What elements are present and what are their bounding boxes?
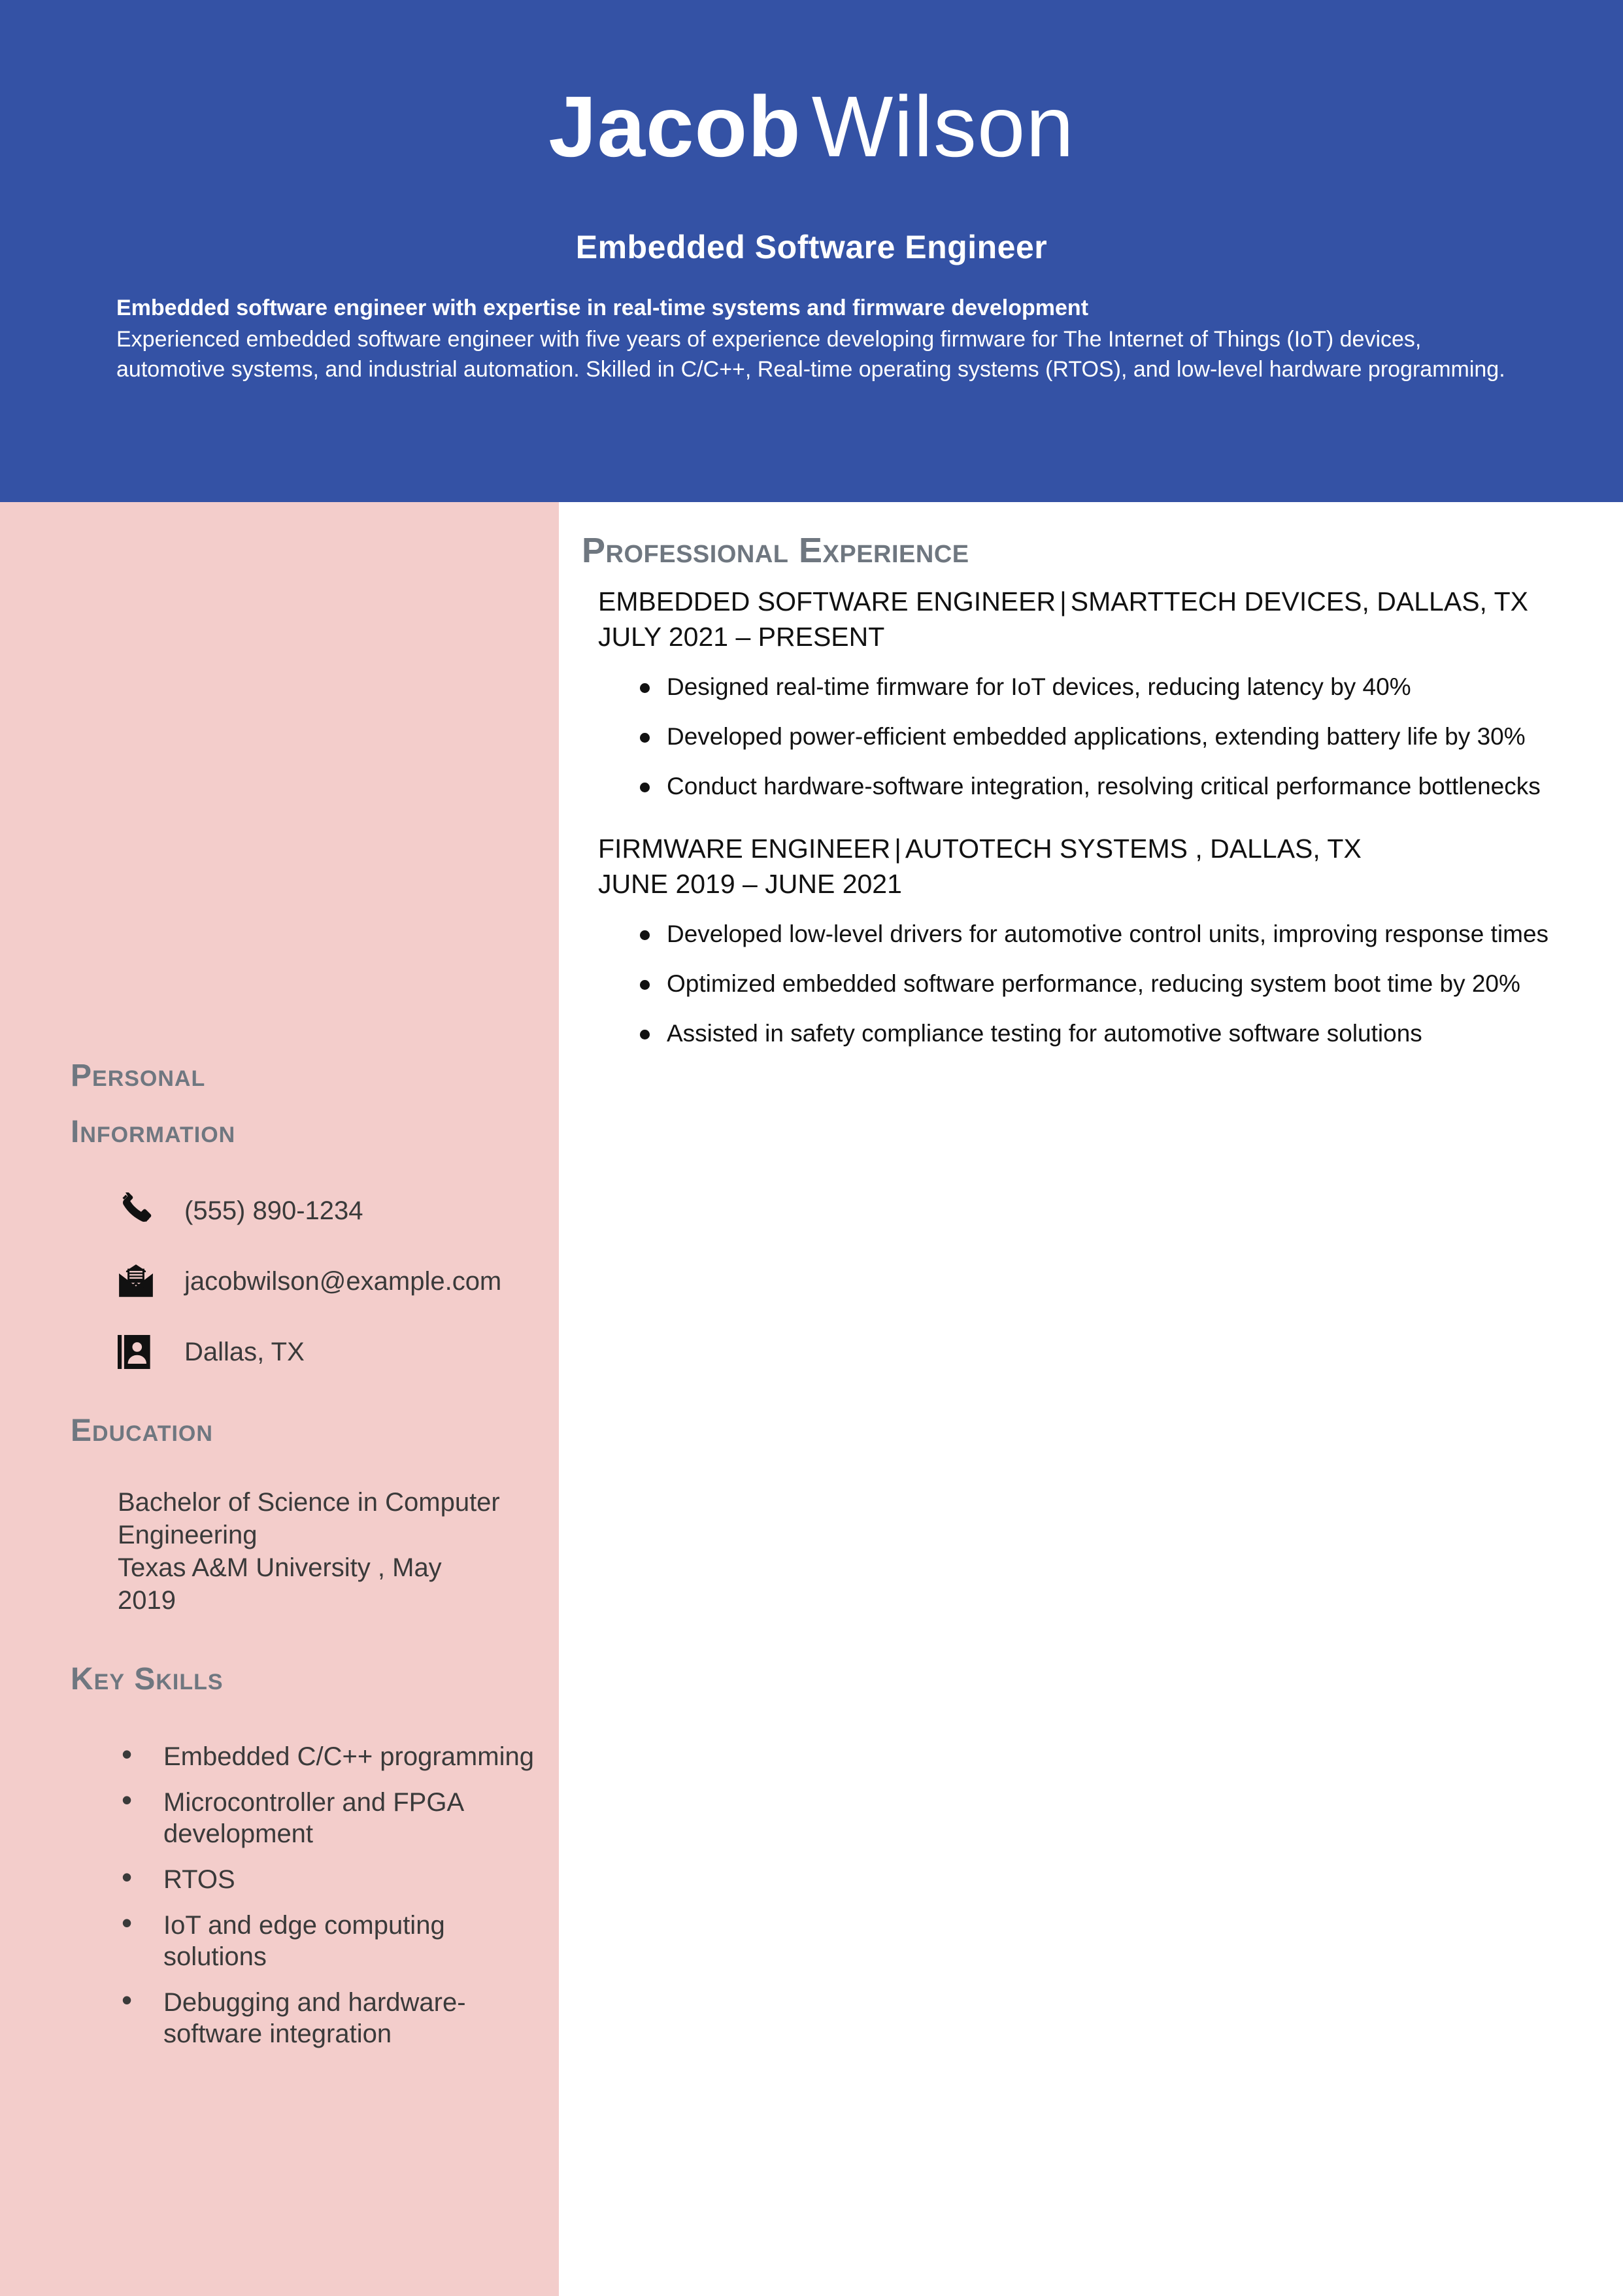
experience-company: AUTOTECH SYSTEMS , DALLAS, TX xyxy=(905,834,1362,864)
experience-title-line xyxy=(598,831,1623,866)
experience-separator: | xyxy=(894,834,901,864)
experience-separator: | xyxy=(1060,586,1067,616)
candidate-job-title: Embedded Software Engineer xyxy=(575,229,1048,265)
education-degree-line-2: Engineering xyxy=(118,1521,258,1549)
list-item: Developed power-efficient embedded applications, extending battery life by 30% xyxy=(559,721,1623,752)
list-item: Designed real-time firmware for IoT devices, reducing latency by 40% xyxy=(559,671,1623,703)
candidate-first-name: Jacob xyxy=(548,78,801,175)
experience-entry xyxy=(559,584,1623,802)
contact-row-email xyxy=(118,1246,549,1317)
experience-title-line xyxy=(598,584,1623,619)
section-heading-personal-information xyxy=(71,1048,489,1160)
experience-dates: JULY 2021 – PRESENT xyxy=(598,622,885,652)
section-heading-key-skills: Key Skills xyxy=(71,1662,224,1697)
list-item: • Debugging and hardware-software integration xyxy=(116,1987,548,2050)
list-item: • RTOS xyxy=(116,1864,548,1895)
candidate-last-name: Wilson xyxy=(811,78,1075,175)
list-item: • Microcontroller and FPGA development xyxy=(116,1787,548,1849)
education-year-line: 2019 xyxy=(118,1586,176,1615)
experience-company: SMARTTECH DEVICES, DALLAS, TX xyxy=(1070,586,1528,616)
section-heading-education: Education xyxy=(71,1413,213,1448)
contact-phone-value: (555) 890-1234 xyxy=(184,1196,363,1225)
personal-heading-line-2: Information xyxy=(71,1115,236,1149)
main-content xyxy=(559,502,1623,2296)
list-item: Conduct hardware-software integration, resolving critical performance bottlenecks xyxy=(559,771,1623,802)
list-item: Assisted in safety compliance testing for automotive software solutions xyxy=(559,1018,1623,1049)
experience-role: FIRMWARE ENGINEER xyxy=(598,834,891,864)
sidebar xyxy=(0,502,559,2296)
professional-summary xyxy=(116,293,1509,384)
contact-location-value: Dallas, TX xyxy=(184,1338,305,1366)
section-heading-professional-experience: Professional Experience xyxy=(582,531,969,570)
list-item: Developed low-level drivers for automotive control units, improving response times xyxy=(559,919,1623,950)
education-school-line: Texas A&M University , May xyxy=(118,1553,442,1582)
experience-role: EMBEDDED SOFTWARE ENGINEER xyxy=(598,586,1056,616)
contact-list xyxy=(118,1175,549,1387)
summary-body: Experienced embedded software engineer with five years of experience developing firmware for The Internet of Things (IoT) devices, automotive systems, and industrial automation. Skilled in C/C++, Real-time operating systems (RTOS), and low-level hardware programming. xyxy=(116,327,1505,382)
experience-list xyxy=(559,584,1623,1078)
contact-row-location xyxy=(118,1317,549,1387)
candidate-name xyxy=(0,78,1623,175)
key-skills-list xyxy=(116,1741,548,2064)
contact-row-phone xyxy=(118,1175,549,1246)
list-item: • Embedded C/C++ programming xyxy=(116,1741,548,1772)
phone-icon xyxy=(118,1190,157,1231)
experience-bullets xyxy=(559,919,1623,1049)
address-card-icon xyxy=(118,1332,157,1372)
contact-email-value: jacobwilson@example.com xyxy=(184,1267,502,1296)
summary-headline: Embedded software engineer with expertise in real-time systems and firmware development xyxy=(116,295,1089,320)
experience-dates: JUNE 2019 – JUNE 2021 xyxy=(598,869,902,899)
education-degree-line-1: Bachelor of Science in Computer xyxy=(118,1488,500,1517)
list-item: • IoT and edge computing solutions xyxy=(116,1910,548,1972)
experience-entry xyxy=(559,831,1623,1049)
list-item: Optimized embedded software performance, reducing system boot time by 20% xyxy=(559,968,1623,1000)
experience-bullets xyxy=(559,671,1623,802)
envelope-icon xyxy=(118,1261,157,1302)
resume-header xyxy=(0,0,1623,502)
personal-heading-line-1: Personal xyxy=(71,1058,206,1093)
education-details xyxy=(118,1486,536,1617)
